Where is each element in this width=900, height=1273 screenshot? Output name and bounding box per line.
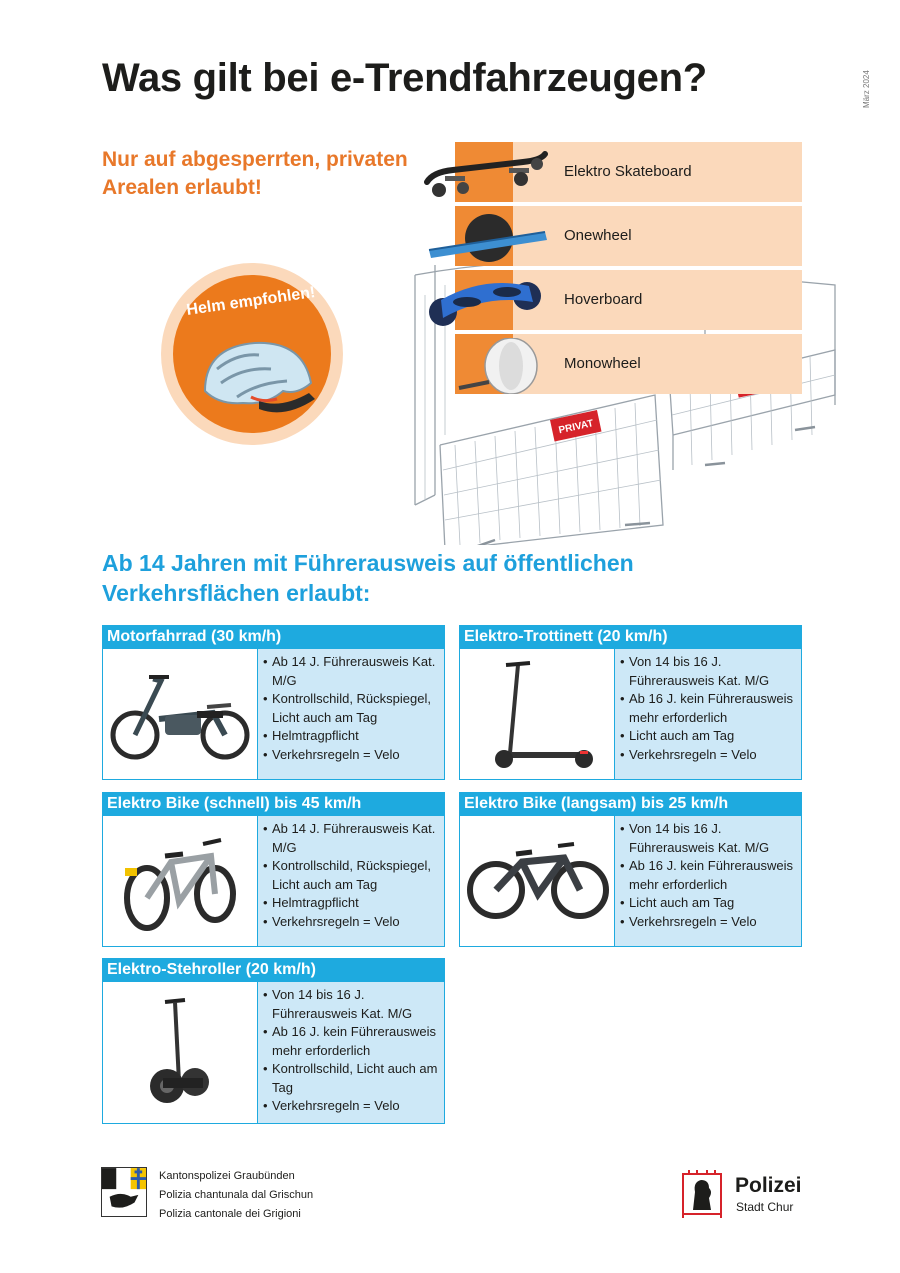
card-body	[102, 982, 445, 1124]
vehicle-card-trottinett	[459, 625, 802, 780]
card-title: Elektro Bike (langsam) bis 25 km/h	[459, 792, 802, 816]
card-picture	[103, 816, 258, 946]
helmet-recommended-badge	[161, 263, 343, 445]
card-picture	[460, 816, 615, 946]
rule-item: • Verkehrsregeln = Velo	[620, 913, 797, 932]
slow-ebike-icon	[460, 816, 615, 946]
hoverboard-icon	[423, 274, 549, 330]
vehicle-card-stehroller	[102, 958, 445, 1124]
card-body	[459, 649, 802, 780]
vehicle-label: Elektro Skateboard	[564, 163, 692, 180]
rule-list	[263, 653, 440, 764]
card-picture	[103, 982, 258, 1123]
rule-item: • Verkehrsregeln = Velo	[263, 1097, 440, 1116]
rule-item: • Helmtragpflicht	[263, 727, 440, 746]
card-title: Elektro-Stehroller (20 km/h)	[102, 958, 445, 982]
private-vehicle-row	[455, 270, 802, 330]
rule-list	[620, 820, 797, 931]
rule-item: • Von 14 bis 16 J. Führerausweis Kat. M/G	[263, 986, 440, 1023]
page-title: Was gilt bei e-Trendfahrzeugen?	[102, 56, 707, 100]
rule-item: • Kontrollschild, Rückspiegel, Licht auch am Tag	[263, 857, 440, 894]
rule-item: • Von 14 bis 16 J. Führerausweis Kat. M/G	[620, 820, 797, 857]
rule-item: • Ab 14 J. Führerausweis Kat. M/G	[263, 653, 440, 690]
private-vehicle-row	[455, 142, 802, 202]
rule-item: • Verkehrsregeln = Velo	[263, 746, 440, 765]
vehicle-label: Monowheel	[564, 355, 641, 372]
police-name: Polizei	[735, 1174, 802, 1197]
private-vehicle-row	[455, 334, 802, 394]
card-title: Motorfahrrad (30 km/h)	[102, 625, 445, 649]
fast-ebike-icon	[103, 816, 258, 946]
rule-item: • Ab 16 J. kein Führerausweis mehr erforderlich	[263, 1023, 440, 1060]
rule-item: • Verkehrsregeln = Velo	[620, 746, 797, 765]
private-vehicle-list	[455, 142, 802, 398]
footer-line: Polizia cantonale dei Grigioni	[159, 1208, 301, 1220]
private-area-note: Nur auf abgesperrten, privaten Arealen erlaubt!	[102, 148, 408, 199]
card-picture	[103, 649, 258, 779]
date-label: März 2024	[862, 70, 871, 108]
rule-list	[263, 820, 440, 931]
footer-line: Kantonspolizei Graubünden	[159, 1170, 295, 1182]
police-city: Stadt Chur	[736, 1200, 794, 1214]
onewheel-icon	[423, 210, 549, 266]
footer-line: Polizia chantunala dal Grischun	[159, 1189, 314, 1201]
rule-item: • Ab 16 J. kein Führerausweis mehr erforderlich	[620, 857, 797, 894]
segway-icon	[103, 982, 258, 1123]
vehicle-label: Hoverboard	[564, 291, 643, 308]
rule-item: • Kontrollschild, Licht auch am Tag	[263, 1060, 440, 1097]
vehicle-card-slow-ebike	[459, 792, 802, 947]
rule-list	[263, 986, 440, 1116]
fence-sign-text: PRIVAT	[557, 418, 595, 437]
helmet-icon	[197, 333, 315, 421]
vehicle-card-fast-ebike	[102, 792, 445, 947]
monowheel-icon	[423, 338, 549, 394]
chur-crest-icon	[679, 1170, 725, 1220]
footer-stadtpolizei-chur	[679, 1170, 809, 1222]
rule-item: • Licht auch am Tag	[620, 727, 797, 746]
rule-item: • Ab 16 J. kein Führerausweis mehr erforderlich	[620, 690, 797, 727]
card-title: Elektro Bike (schnell) bis 45 km/h	[102, 792, 445, 816]
rule-list	[620, 653, 797, 764]
card-picture	[460, 649, 615, 779]
rule-item: • Kontrollschild, Rückspiegel, Licht auch am Tag	[263, 690, 440, 727]
e-skateboard-icon	[423, 146, 549, 202]
rule-item: • Verkehrsregeln = Velo	[263, 913, 440, 932]
public-section-title: Ab 14 Jahren mit Führerausweis auf öffentlichen Verkehrsflächen erlaubt:	[102, 550, 634, 606]
vehicle-label: Onewheel	[564, 227, 632, 244]
card-body	[102, 816, 445, 947]
moped-icon	[103, 649, 258, 779]
vehicle-card-motorfahrrad	[102, 625, 445, 780]
card-body	[102, 649, 445, 780]
rule-item: • Helmtragpflicht	[263, 894, 440, 913]
card-title: Elektro-Trottinett (20 km/h)	[459, 625, 802, 649]
rule-item: • Von 14 bis 16 J. Führerausweis Kat. M/G	[620, 653, 797, 690]
rule-item: • Ab 14 J. Führerausweis Kat. M/G	[263, 820, 440, 857]
rule-item: • Licht auch am Tag	[620, 894, 797, 913]
graubuenden-coat-of-arms-icon	[101, 1167, 147, 1217]
footer-org-lines	[159, 1167, 419, 1224]
helmet-badge-text: Helm empfohlen!	[185, 284, 317, 319]
card-body	[459, 816, 802, 947]
e-scooter-icon	[460, 649, 615, 779]
private-vehicle-row	[455, 206, 802, 266]
